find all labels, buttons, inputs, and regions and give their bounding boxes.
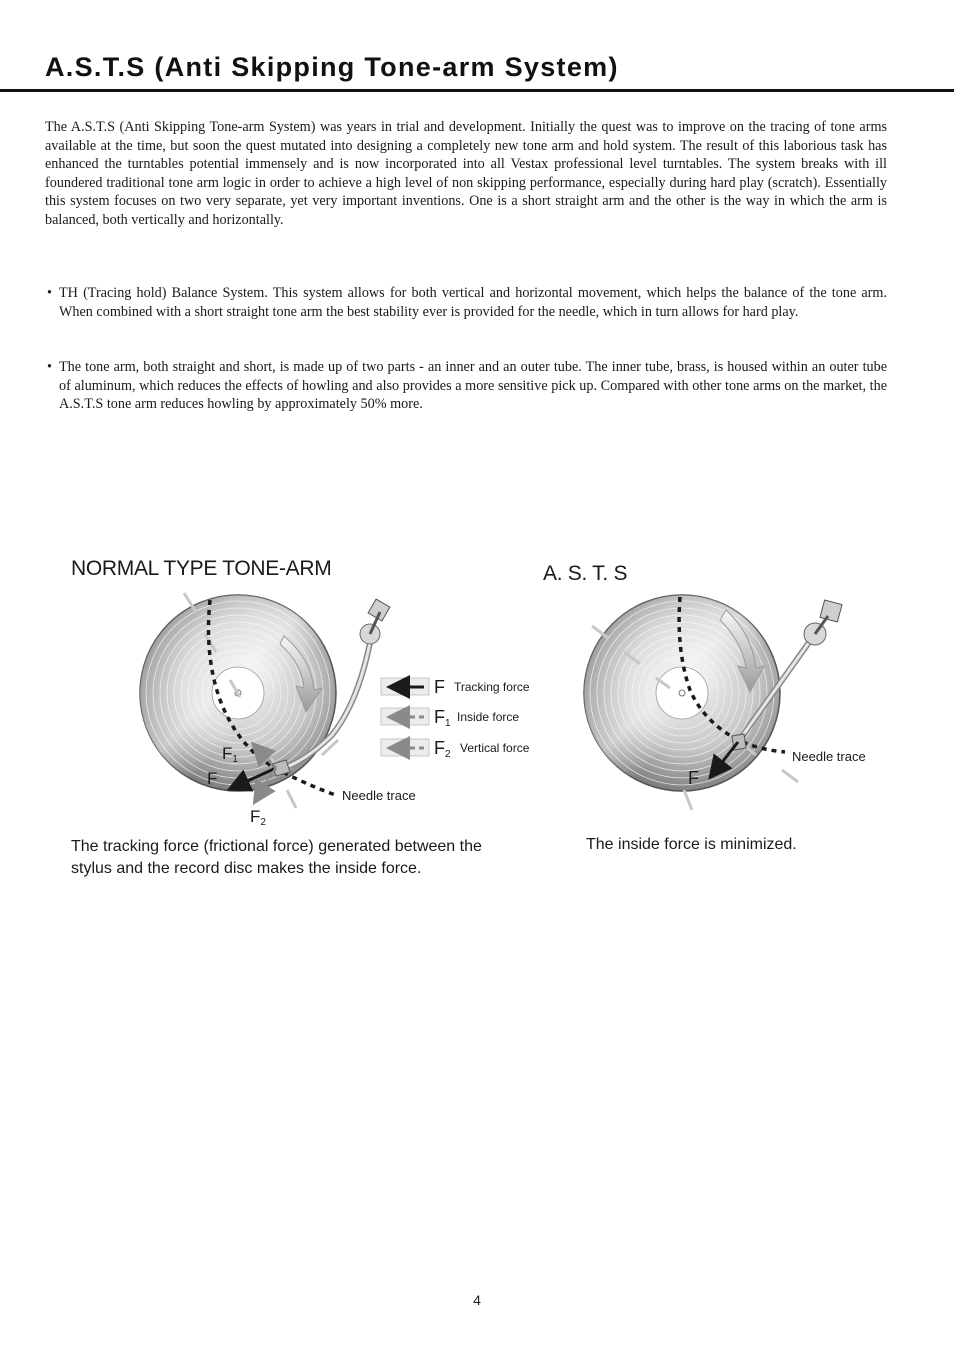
asts-label-f: F [688,768,699,788]
bullet-marker: • [47,359,52,375]
label-f2: F2 [250,807,266,828]
label-f: F [207,769,218,788]
label-f1: F1 [222,744,238,765]
normal-caption: The tracking force (frictional force) generated between the stylus and the record disc makes the inside force. [71,838,482,877]
bullet-marker: • [47,285,52,301]
asts-diagram-title: A. S. T. S [543,562,628,585]
force-legend [381,677,530,760]
normal-diagram-title: NORMAL TYPE TONE-ARM [71,557,332,580]
asts-caption: The inside force is minimized. [586,836,797,853]
legend-f2-label: Vertical force [460,741,530,755]
normal-needle-trace-label: Needle trace [342,788,416,803]
page-number: 4 [473,1292,481,1308]
asts-record [584,595,780,791]
legend-f1-label: Inside force [457,710,520,724]
asts-needle-trace-label: Needle trace [792,749,866,764]
intro-paragraph: The A.S.T.S (Anti Skipping Tone-arm System) was years in trial and development. Initially the quest was to improve on the tracing of tone arms available at the time, but soon the quest mutated into designing a completely new tone arm and hold system. The result of this laborious task has enhanced the turntables potential immensely and is now incorporated into all Vestax professional level turntables. The system breaks with ill foundered traditional tone arm logic in order to achieve a high level of non skipping performance, especially during hard play (scratch). Essentially this system focuses on two very separate, yet very important inventions. One is a short straight arm and the other is the way in which the arm is balanced, both vertically and horizontally. [45,119,887,228]
legend-f2-symbol: F2 [434,738,451,760]
legend-f-label: Tracking force [454,680,530,694]
legend-f1-symbol: F1 [434,707,451,729]
legend-f-symbol: F [434,677,445,697]
page-title: A.S.T.S (Anti Skipping Tone-arm System) [45,52,619,82]
bullet-text: TH (Tracing hold) Balance System. This system allows for both vertical and horizontal movement, which helps the balance of the tone arm. When combined with a short straight tone arm the best stability ever is provided for the needle, which in turn allows for hard play. [59,285,887,320]
bullet-text: The tone arm, both straight and short, is made up of two parts - an inner and an outer tube. The inner tube, brass, is housed within an outer tube of aluminum, which reduces the effects of howling and also provides a more sensitive pick up. Compared with other tone arms on the market, the A.S.T.S tone arm reduces howling by approximately 50% more. [59,359,887,412]
